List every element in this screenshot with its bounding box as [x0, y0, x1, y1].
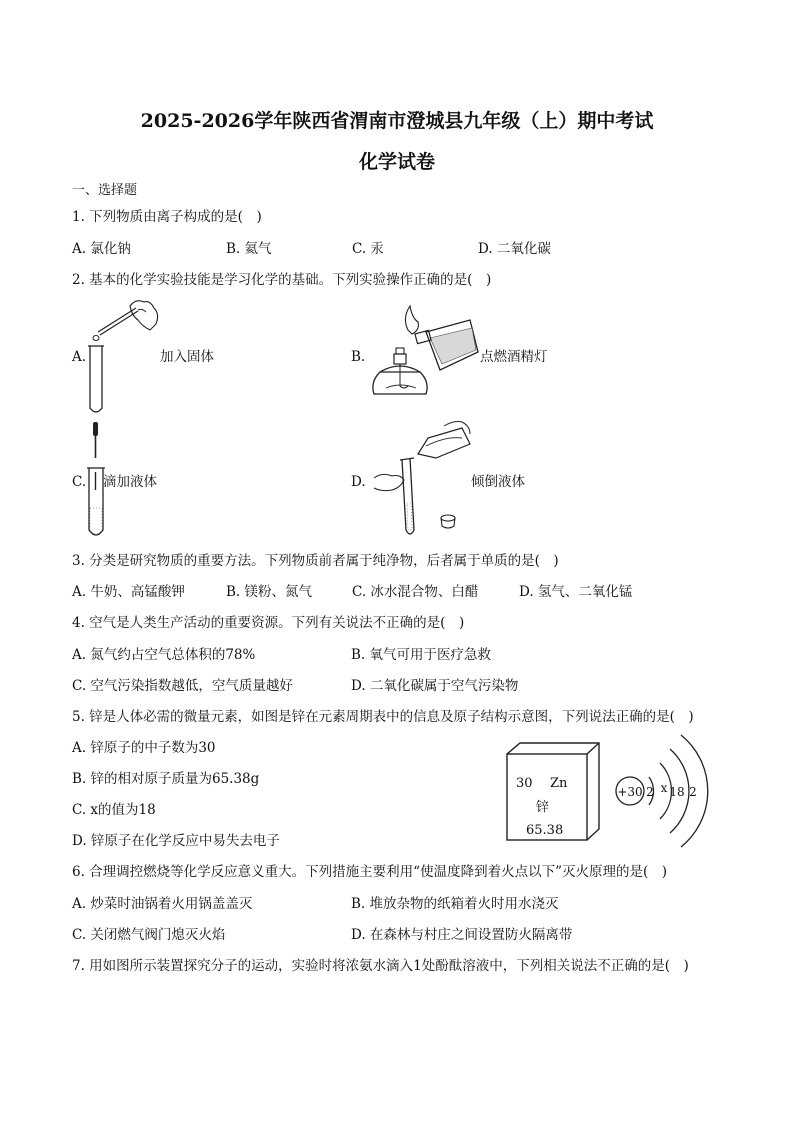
atom-shell-3: 18: [669, 785, 685, 799]
q5-option-d: D. 锌原子在化学反应中易失去电子: [72, 833, 280, 849]
q5-option-b: B. 锌的相对原子质量为65.38g: [72, 771, 260, 787]
atom-shell-1: 2: [646, 785, 654, 799]
atom-nucleus: +30: [617, 785, 643, 799]
q2-option-d-label: 倾倒液体: [471, 474, 525, 490]
q5-stem: 5. 锌是人体必需的微量元素，如图是锌在元素周期表中的信息及原子结构示意图，下列说法正确的是( ): [72, 709, 694, 725]
atom-shell-2: x: [660, 781, 668, 795]
q2-option-b-label: 点燃酒精灯: [480, 349, 548, 365]
q6-option-c: C. 关闭燃气阀门熄灭火焰: [72, 927, 226, 943]
add-solid-illustration: [84, 296, 164, 418]
q1-option-c: C. 汞: [352, 241, 384, 257]
exam-subtitle: 化学试卷: [358, 151, 435, 173]
q4-option-b: B. 氧气可用于医疗急救: [351, 647, 492, 663]
element-mass: 65.38: [526, 823, 564, 838]
q3-option-c: C. 冰水混合物、白醋: [352, 584, 479, 600]
q6-option-d: D. 在森林与村庄之间设置防火隔离带: [351, 927, 573, 943]
q4-option-c: C. 空气污染指数越低，空气质量越好: [72, 678, 293, 694]
q6-option-b: B. 堆放杂物的纸箱着火时用水浇灭: [351, 896, 559, 912]
q5-option-c: C. x的值为18: [72, 802, 156, 818]
q3-stem: 3. 分类是研究物质的重要方法。下列物质前者属于纯净物，后者属于单质的是( ): [72, 553, 559, 569]
zinc-atomic-structure: [612, 730, 712, 848]
q2-option-a-letter: A.: [72, 349, 87, 365]
section-heading: 一、选择题: [72, 183, 138, 198]
q5-option-a: A. 锌原子的中子数为30: [72, 740, 216, 756]
q1-option-d: D. 二氧化碳: [478, 241, 551, 257]
atom-shell-4: 2: [689, 785, 697, 799]
q6-option-a: A. 炒菜时油锅着火用锅盖盖灭: [72, 896, 253, 912]
q4-stem: 4. 空气是人类生产活动的重要资源。下列有关说法不正确的是( ): [72, 615, 465, 631]
element-name: 锌: [536, 800, 550, 815]
exam-title: 2025-2026学年陕西省渭南市澄城县九年级（上）期中考试: [140, 110, 654, 132]
q1-stem: 1. 下列物质由离子构成的是( ): [72, 209, 262, 225]
element-number: 30: [516, 776, 533, 791]
q7-stem: 7. 用如图所示装置探究分子的运动，实验时将浓氨水滴入1处酚酞溶液中，下列相关说法不正确的是( ): [72, 958, 689, 974]
q4-option-d: D. 二氧化碳属于空气污染物: [351, 678, 519, 694]
q2-option-c-letter: C.: [72, 474, 87, 490]
q1-option-b: B. 氦气: [226, 241, 272, 257]
q3-option-b: B. 镁粉、氮气: [226, 584, 313, 600]
light-alcohol-lamp-illustration: [360, 302, 484, 408]
q2-option-b-letter: B.: [351, 349, 366, 365]
q2-option-a-label: 加入固体: [160, 349, 214, 365]
q6-stem: 6. 合理调控燃烧等化学反应意义重大。下列措施主要利用“使温度降到着火点以下”灭火原理的是( ): [72, 864, 668, 880]
q2-option-d-letter: D.: [351, 474, 366, 490]
pour-liquid-illustration: [366, 418, 476, 542]
q2-option-c-label: 滴加液体: [103, 474, 157, 490]
element-symbol: Zn: [550, 776, 568, 791]
q3-option-a: A. 牛奶、高锰酸钾: [72, 584, 185, 600]
q2-stem: 2. 基本的化学实验技能是学习化学的基础。下列实验操作正确的是( ): [72, 272, 492, 288]
q3-option-d: D. 氢气、二氧化锰: [519, 584, 633, 600]
q1-option-a: A. 氯化钠: [72, 241, 131, 257]
q4-option-a: A. 氮气约占空气总体积的78%: [72, 647, 256, 663]
zinc-element-cell: [504, 741, 602, 842]
